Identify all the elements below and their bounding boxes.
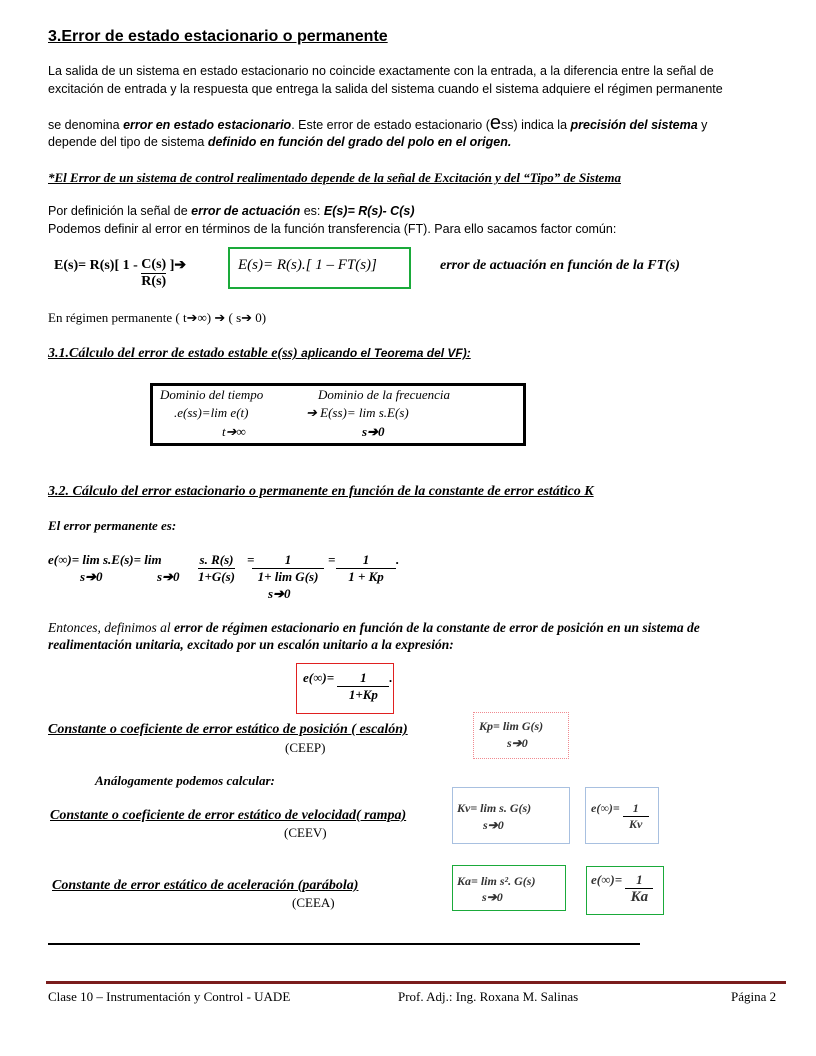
text: se denomina <box>48 118 124 132</box>
numerator: s. R(s) <box>199 552 234 567</box>
text: e(∞)= <box>591 801 623 815</box>
ka-limit: s➔0 <box>482 890 503 904</box>
text: depende del tipo de sistema <box>48 135 208 149</box>
kp-formula: Kp= lim G(s) <box>479 719 544 733</box>
section-title: 3.Error de estado estacionario o permanente <box>48 28 388 45</box>
text: e <box>489 112 502 134</box>
text: error en estado estacionario <box>123 118 292 132</box>
permanent-error-label: El error permanente es: <box>48 518 177 533</box>
denominator: Kv <box>629 817 643 831</box>
numerator: 1 <box>337 670 389 687</box>
text: ss) indica la <box>501 118 571 132</box>
text: precisión del sistema <box>570 118 698 132</box>
analog-label: Análogamente podemos calcular: <box>95 773 275 788</box>
footer-professor: Prof. Adj.: Ing. Roxana M. Salinas <box>398 989 579 1004</box>
note-heading: *El Error de un sistema de control realimentado depende de la señal de Excitación y del “Tipo” de Sistema <box>48 170 621 185</box>
text: e(∞)= <box>303 670 338 685</box>
boxed-formula: E(s)= R(s).[ 1 – FT(s)] <box>238 257 377 273</box>
text: error de actuación <box>191 204 301 218</box>
intro-line-1: La salida de un sistema en estado estacionario no coincide exactamente con la entrada, a la diferencia entre la señal de <box>48 64 714 78</box>
fraction <box>141 257 166 290</box>
text: es: <box>300 204 324 218</box>
heading-3-2: 3.2. Cálculo del error estacionario o permanente en función de la constante de error estático K <box>48 484 594 499</box>
ceev-abbr: (CEEV) <box>284 825 327 840</box>
footer-page-number: Página 2 <box>731 989 777 1004</box>
denominator: R(s) <box>141 274 167 289</box>
text: error de régimen estacionario en función de la constante de error de posición en un sistema de <box>173 620 700 635</box>
equation-error <box>54 257 186 290</box>
intro-line-2: excitación de entrada y la respuesta que entrega la salida del sistema cuando el sistema adquiere el régimen permanente <box>48 82 723 96</box>
footer-rule <box>46 981 786 984</box>
numerator: 1 <box>252 552 324 569</box>
ceep-abbr: (CEEP) <box>285 740 326 755</box>
time-domain-header: Dominio del tiempo <box>160 387 264 402</box>
text: Entonces, definimos al <box>48 620 174 635</box>
text: y <box>697 118 708 132</box>
frequency-limit: s➔0 <box>362 424 385 439</box>
ceea-label: Constante de error estático de aceleración (parábola) <box>52 878 359 893</box>
formula-description: error de actuación en función de la FT(s) <box>440 258 680 273</box>
text: definido en función del grado del polo en el origen. <box>207 135 512 149</box>
fraction-1 <box>198 552 235 585</box>
kv-formula: Kv= lim s. G(s) <box>457 801 532 815</box>
definition-line <box>48 204 415 218</box>
ceev-label: Constante o coeficiente de error estático de velocidad( rampa) <box>50 808 407 823</box>
ceep-label: Constante o coeficiente de error estático de posición ( escalón) <box>48 722 408 737</box>
limit-sub-3: s➔0 <box>268 586 291 601</box>
text: . <box>396 552 400 567</box>
fraction-2 <box>252 552 324 585</box>
text: Por definición la señal de <box>48 204 192 218</box>
text: . Este error de estado estacionario ( <box>291 118 490 132</box>
numerator: 1 <box>336 552 396 569</box>
text: aplicando el Teorema del VF): <box>301 346 471 360</box>
denominator: Ka <box>630 889 649 905</box>
text: E(s)= R(s)- C(s) <box>323 204 415 218</box>
regimen-line: En régimen permanente ( t➔∞) ➔ ( s➔ 0) <box>48 310 267 325</box>
time-formula: .e(ss)=lim e(t) <box>174 405 249 420</box>
denominator: 1+Kp <box>348 687 378 702</box>
equals: = <box>247 552 255 567</box>
text: realimentación unitaria, excitado por un escalón unitario a la expresión <box>48 637 450 652</box>
text: : <box>449 637 454 652</box>
kp-limit: s➔0 <box>507 736 528 750</box>
kv-error-formula <box>591 801 649 832</box>
numerator: 1 <box>625 872 653 889</box>
heading-3-1 <box>48 346 471 362</box>
frequency-domain-header: Dominio de la frecuencia <box>318 387 451 402</box>
time-limit: t➔∞ <box>222 424 246 439</box>
limit-sub-1: s➔0 <box>80 569 103 584</box>
end-line <box>48 943 640 945</box>
numerator: C(s) <box>141 257 167 272</box>
kp-error-formula: e(∞)= $\frac{1}{1+Kp}$. <box>303 670 393 702</box>
limit-sub-2: s➔0 <box>157 569 180 584</box>
numerator: 1 <box>623 801 649 817</box>
ka-error-formula <box>591 872 653 906</box>
ceea-abbr: (CEEA) <box>292 895 335 910</box>
entonces-line-2 <box>48 637 454 653</box>
footer-course: Clase 10 – Instrumentación y Control - UADE <box>48 989 291 1004</box>
text: 3.1.Cálculo del error de estado estable e(ss) <box>48 346 302 361</box>
kv-limit: s➔0 <box>483 818 504 832</box>
equals: = <box>328 552 336 567</box>
definition-line-2: Podemos definir al error en términos de la función transferencia (FT). Para ello sacamos factor común: <box>48 222 617 236</box>
intro-line-3 <box>48 112 707 135</box>
intro-line-4 <box>48 135 511 149</box>
denominator: 1+ lim G(s) <box>257 569 319 584</box>
entonces-line-1 <box>48 620 700 636</box>
fraction-3 <box>336 552 399 585</box>
text: ]➔ <box>166 258 187 273</box>
frequency-formula: ➔ E(ss)= lim s.E(s) <box>306 405 409 420</box>
ka-formula: Ka= lim s². G(s) <box>457 874 536 888</box>
text: E(s)= R(s)[ 1 - <box>54 258 142 273</box>
denominator: 1 + Kp <box>348 569 384 584</box>
steady-state-equation: e(∞)= lim s.E(s)= lim <box>48 552 162 567</box>
denominator: 1+G(s) <box>198 569 236 584</box>
text: e(∞)= <box>591 872 626 887</box>
